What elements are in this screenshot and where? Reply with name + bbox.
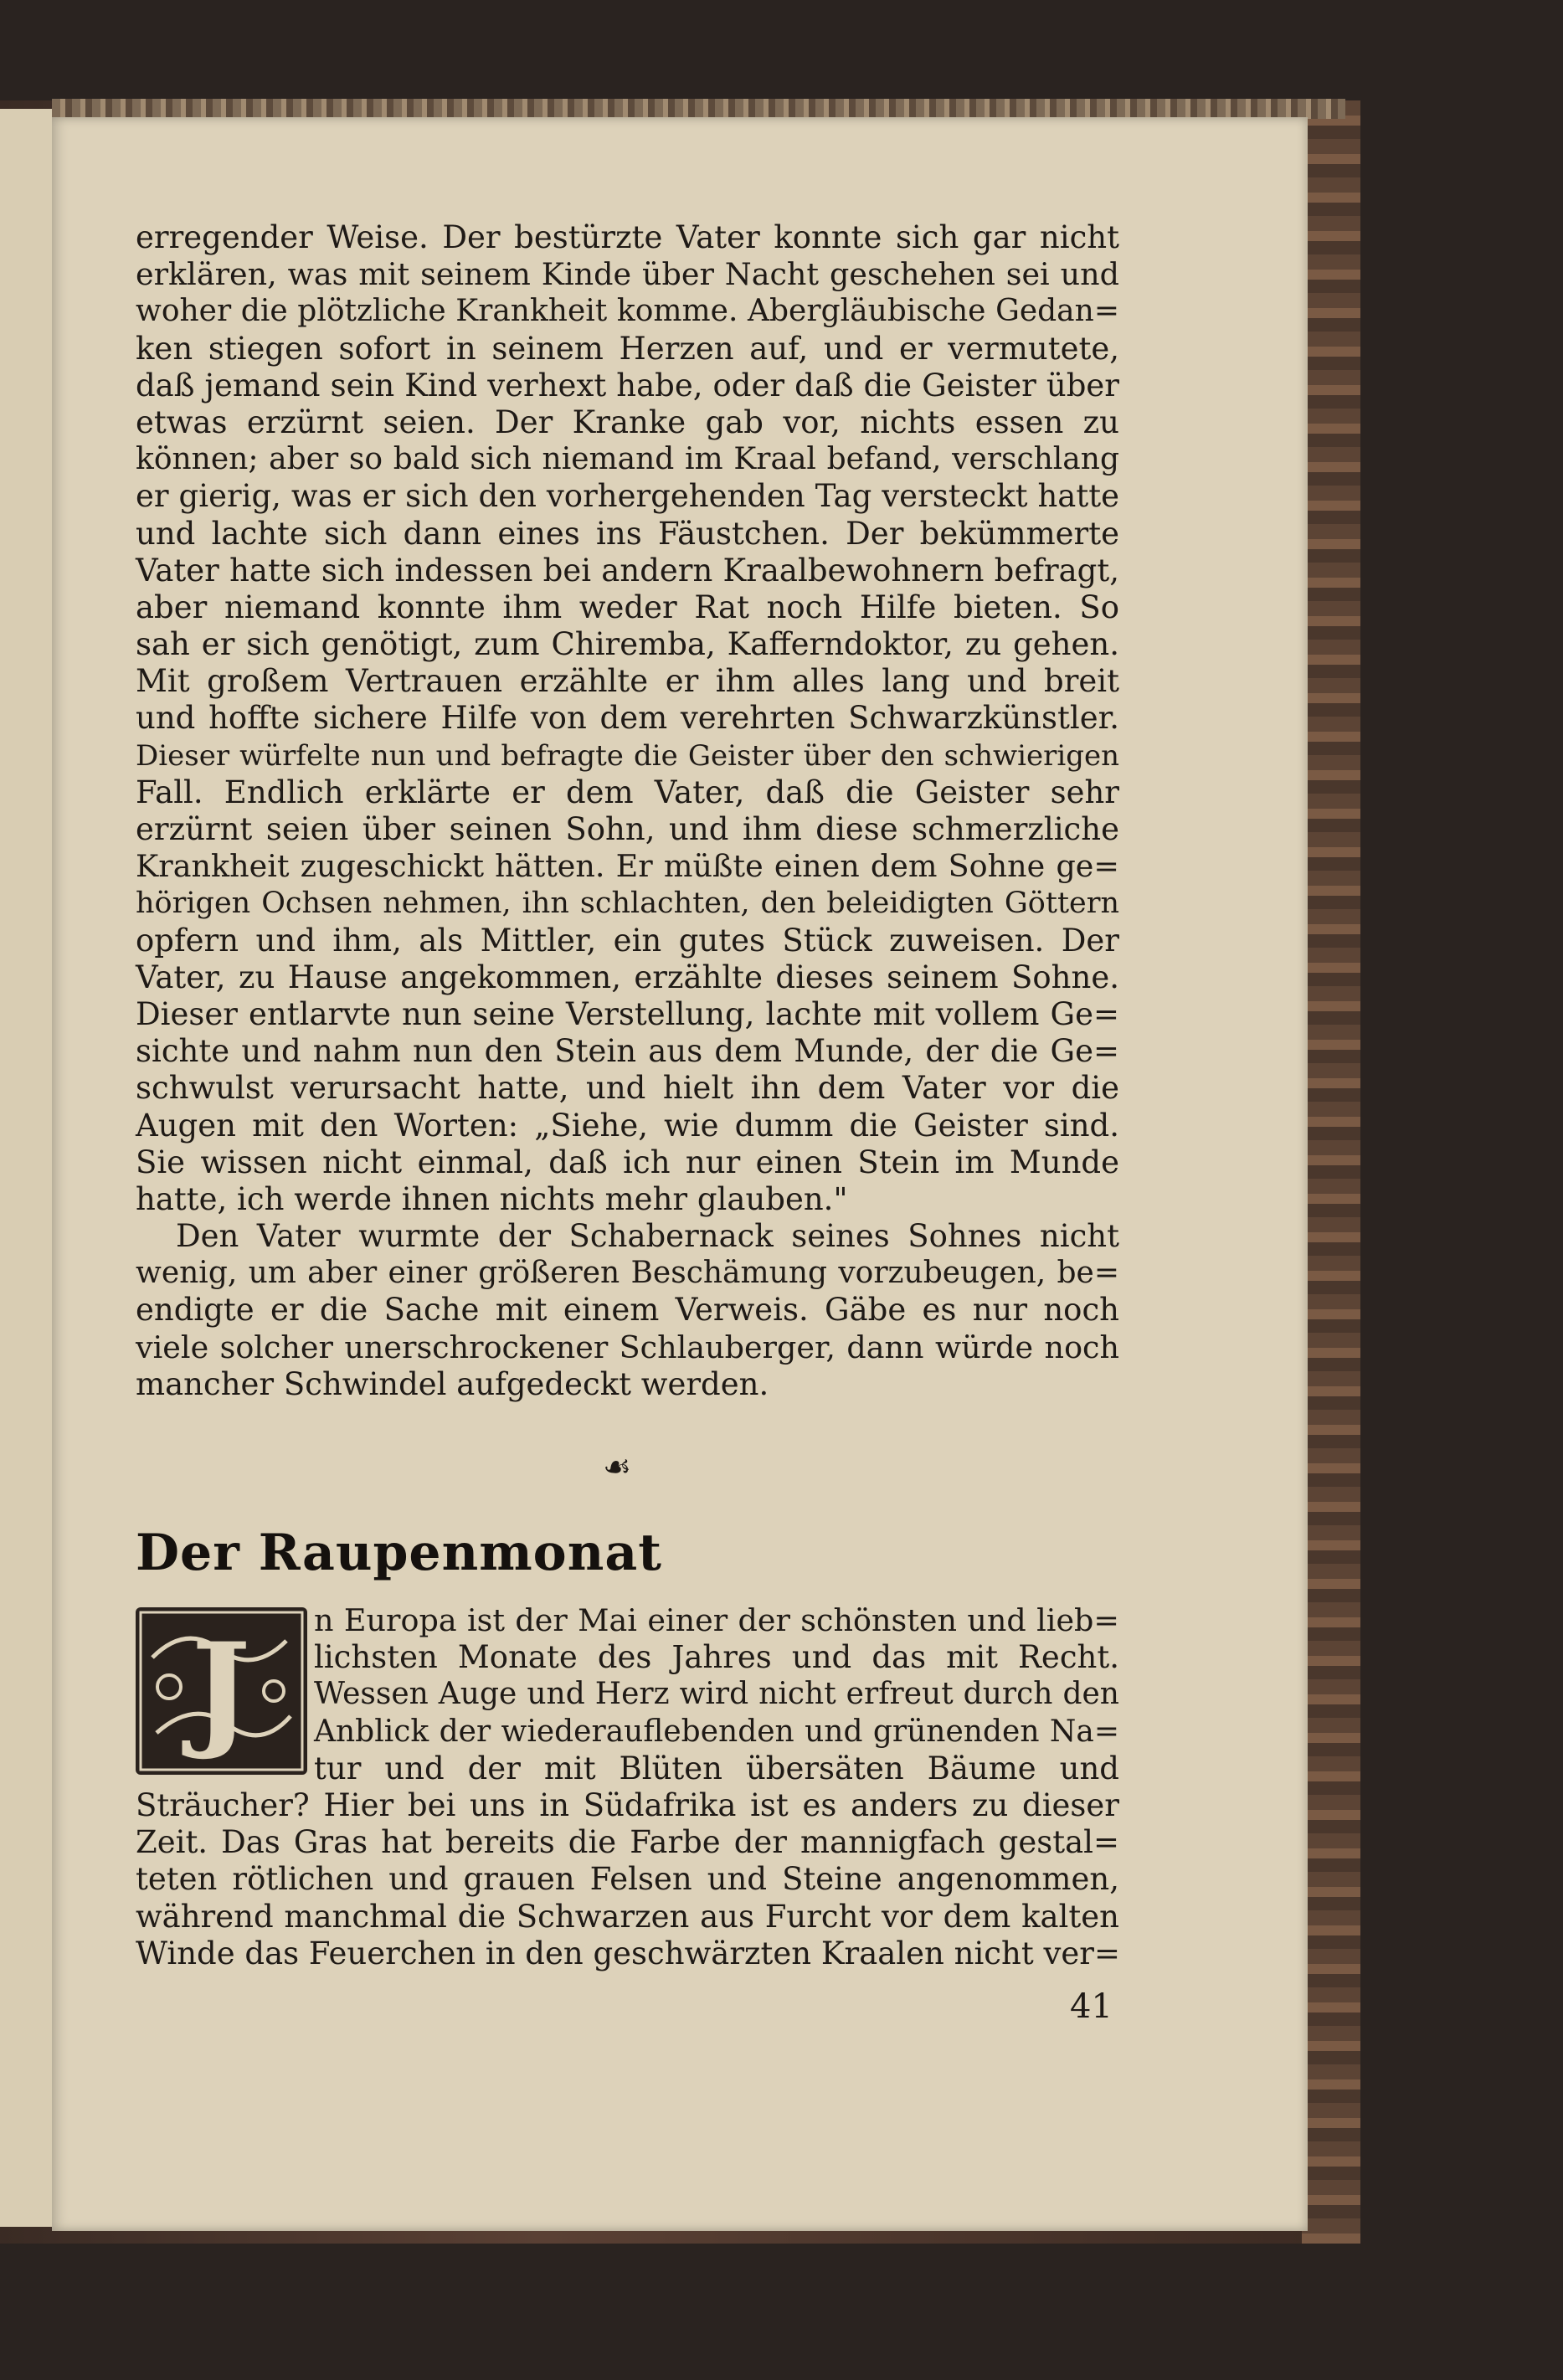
text-line: aber niemand konnte ihm weder Rat noch Hilfe bieten. So xyxy=(136,589,1119,625)
text-line: erregender Weise. Der bestürzte Vater konnte sich gar nicht xyxy=(136,219,1119,255)
chapter-heading: Der Raupenmonat xyxy=(136,1524,662,1582)
text-line: erzürnt seien über seinen Sohn, und ihm diese schmerzliche xyxy=(136,811,1119,847)
text-line: sichte und nahm nun den Stein aus dem Munde, der die Ge= xyxy=(136,1033,1119,1070)
text-line: sah er sich genötigt, zum Chiremba, Kafferndoktor, zu gehen. xyxy=(136,626,1119,663)
text-line: tur und der mit Blüten übersäten Bäume und xyxy=(314,1750,1119,1786)
text-line: Anblick der wiederauflebenden und grünenden Na= xyxy=(314,1714,1119,1749)
text-line: ken stiegen sofort in seinem Herzen auf, und er vermutete, xyxy=(136,330,1119,367)
text-line: wenig, um aber einer größeren Beschämung vorzubeugen, be= xyxy=(136,1256,1119,1291)
text-line: Dieser würfelte nun und befragte die Geister über den schwierigen xyxy=(136,738,1119,773)
text-line: hörigen Ochsen nehmen, ihn schlachten, den beleidigten Göttern xyxy=(136,887,1119,921)
text-line: Fall. Endlich erklärte er dem Vater, daß die Geister sehr xyxy=(136,774,1119,810)
text-line: Vater, zu Hause angekommen, erzählte dieses seinem Sohne. xyxy=(136,959,1119,995)
section-ornament: ☙ xyxy=(603,1448,632,1485)
text-line: Sie wissen nicht einmal, daß ich nur einen Stein im Munde xyxy=(136,1144,1119,1180)
paragraph-1 xyxy=(136,219,1119,1403)
text-line: Zeit. Das Gras hat bereits die Farbe der mannigfach gestal= xyxy=(136,1824,1119,1861)
paragraph-3 xyxy=(136,1602,1119,1972)
book-edge xyxy=(1302,100,1360,2244)
top-page-edge xyxy=(52,99,1345,119)
text-line: teten rötlichen und grauen Felsen und Steine angenommen, xyxy=(136,1861,1119,1898)
text-line: woher die plötzliche Krankheit komme. Abergläubische Gedan= xyxy=(136,294,1119,329)
text-line: Winde das Feuerchen in den geschwärzten Kraalen nicht ver= xyxy=(136,1935,1120,1971)
svg-text:J: J xyxy=(191,1616,251,1763)
text-line: Mit großem Vertrauen erzählte er ihm alles lang und breit xyxy=(136,663,1119,700)
text-line: er gierig, was er sich den vorhergehenden Tag versteckt hatte xyxy=(136,478,1119,515)
text-line: mancher Schwindel aufgedeckt werden. xyxy=(136,1365,769,1402)
text-line: n Europa ist der Mai einer der schönsten und lieb= xyxy=(314,1602,1119,1638)
text-line: Vater hatte sich indessen bei andern Kraalbewohnern befragt, xyxy=(136,552,1119,589)
text-line: erklären, was mit seinem Kinde über Nacht geschehen sei und xyxy=(136,256,1119,293)
text-line: Wessen Auge und Herz wird nicht erfreut durch den xyxy=(314,1677,1119,1712)
text-line: Augen mit den Worten: „Siehe, wie dumm die Geister sind. xyxy=(136,1107,1119,1144)
text-line: und hoffte sichere Hilfe von dem verehrten Schwarzkünstler. xyxy=(136,700,1119,737)
text-line: und lachte sich dann eines ins Fäustchen. Der bekümmerte xyxy=(136,515,1119,552)
text-line: schwulst verursacht hatte, und hielt ihn dem Vater vor die xyxy=(136,1070,1119,1107)
text-line: lichsten Monate des Jahres und das mit Recht. xyxy=(314,1639,1119,1676)
text-line: viele solcher unerschrockener Schlauberger, dann würde noch xyxy=(136,1329,1119,1365)
text-line: während manchmal die Schwarzen aus Furcht vor dem kalten xyxy=(136,1898,1119,1935)
text-line: Den Vater wurmte der Schabernack seines Sohnes nicht xyxy=(176,1218,1119,1255)
text-line: Dieser entlarvte nun seine Verstellung, lachte mit vollem Ge= xyxy=(136,995,1119,1032)
text-line: opfern und ihm, als Mittler, ein gutes Stück zuweisen. Der xyxy=(136,922,1119,959)
text-line: können; aber so bald sich niemand im Kraal befand, verschlang xyxy=(136,442,1119,477)
text-line: endigte er die Sache mit einem Verweis. Gäbe es nur noch xyxy=(136,1292,1119,1329)
page-number: 41 xyxy=(1070,1987,1113,2026)
text-line: hatte, ich werde ihnen nichts mehr glauben." xyxy=(136,1180,848,1217)
text-line: daß jemand sein Kind verhext habe, oder daß die Geister über xyxy=(136,367,1119,404)
text-line: Sträucher? Hier bei uns in Südafrika ist es anders zu dieser xyxy=(136,1786,1119,1823)
text-line: Krankheit zugeschickt hätten. Er müßte einen dem Sohne ge= xyxy=(136,848,1119,885)
text-line: etwas erzürnt seien. Der Kranke gab vor, nichts essen zu xyxy=(136,404,1119,440)
